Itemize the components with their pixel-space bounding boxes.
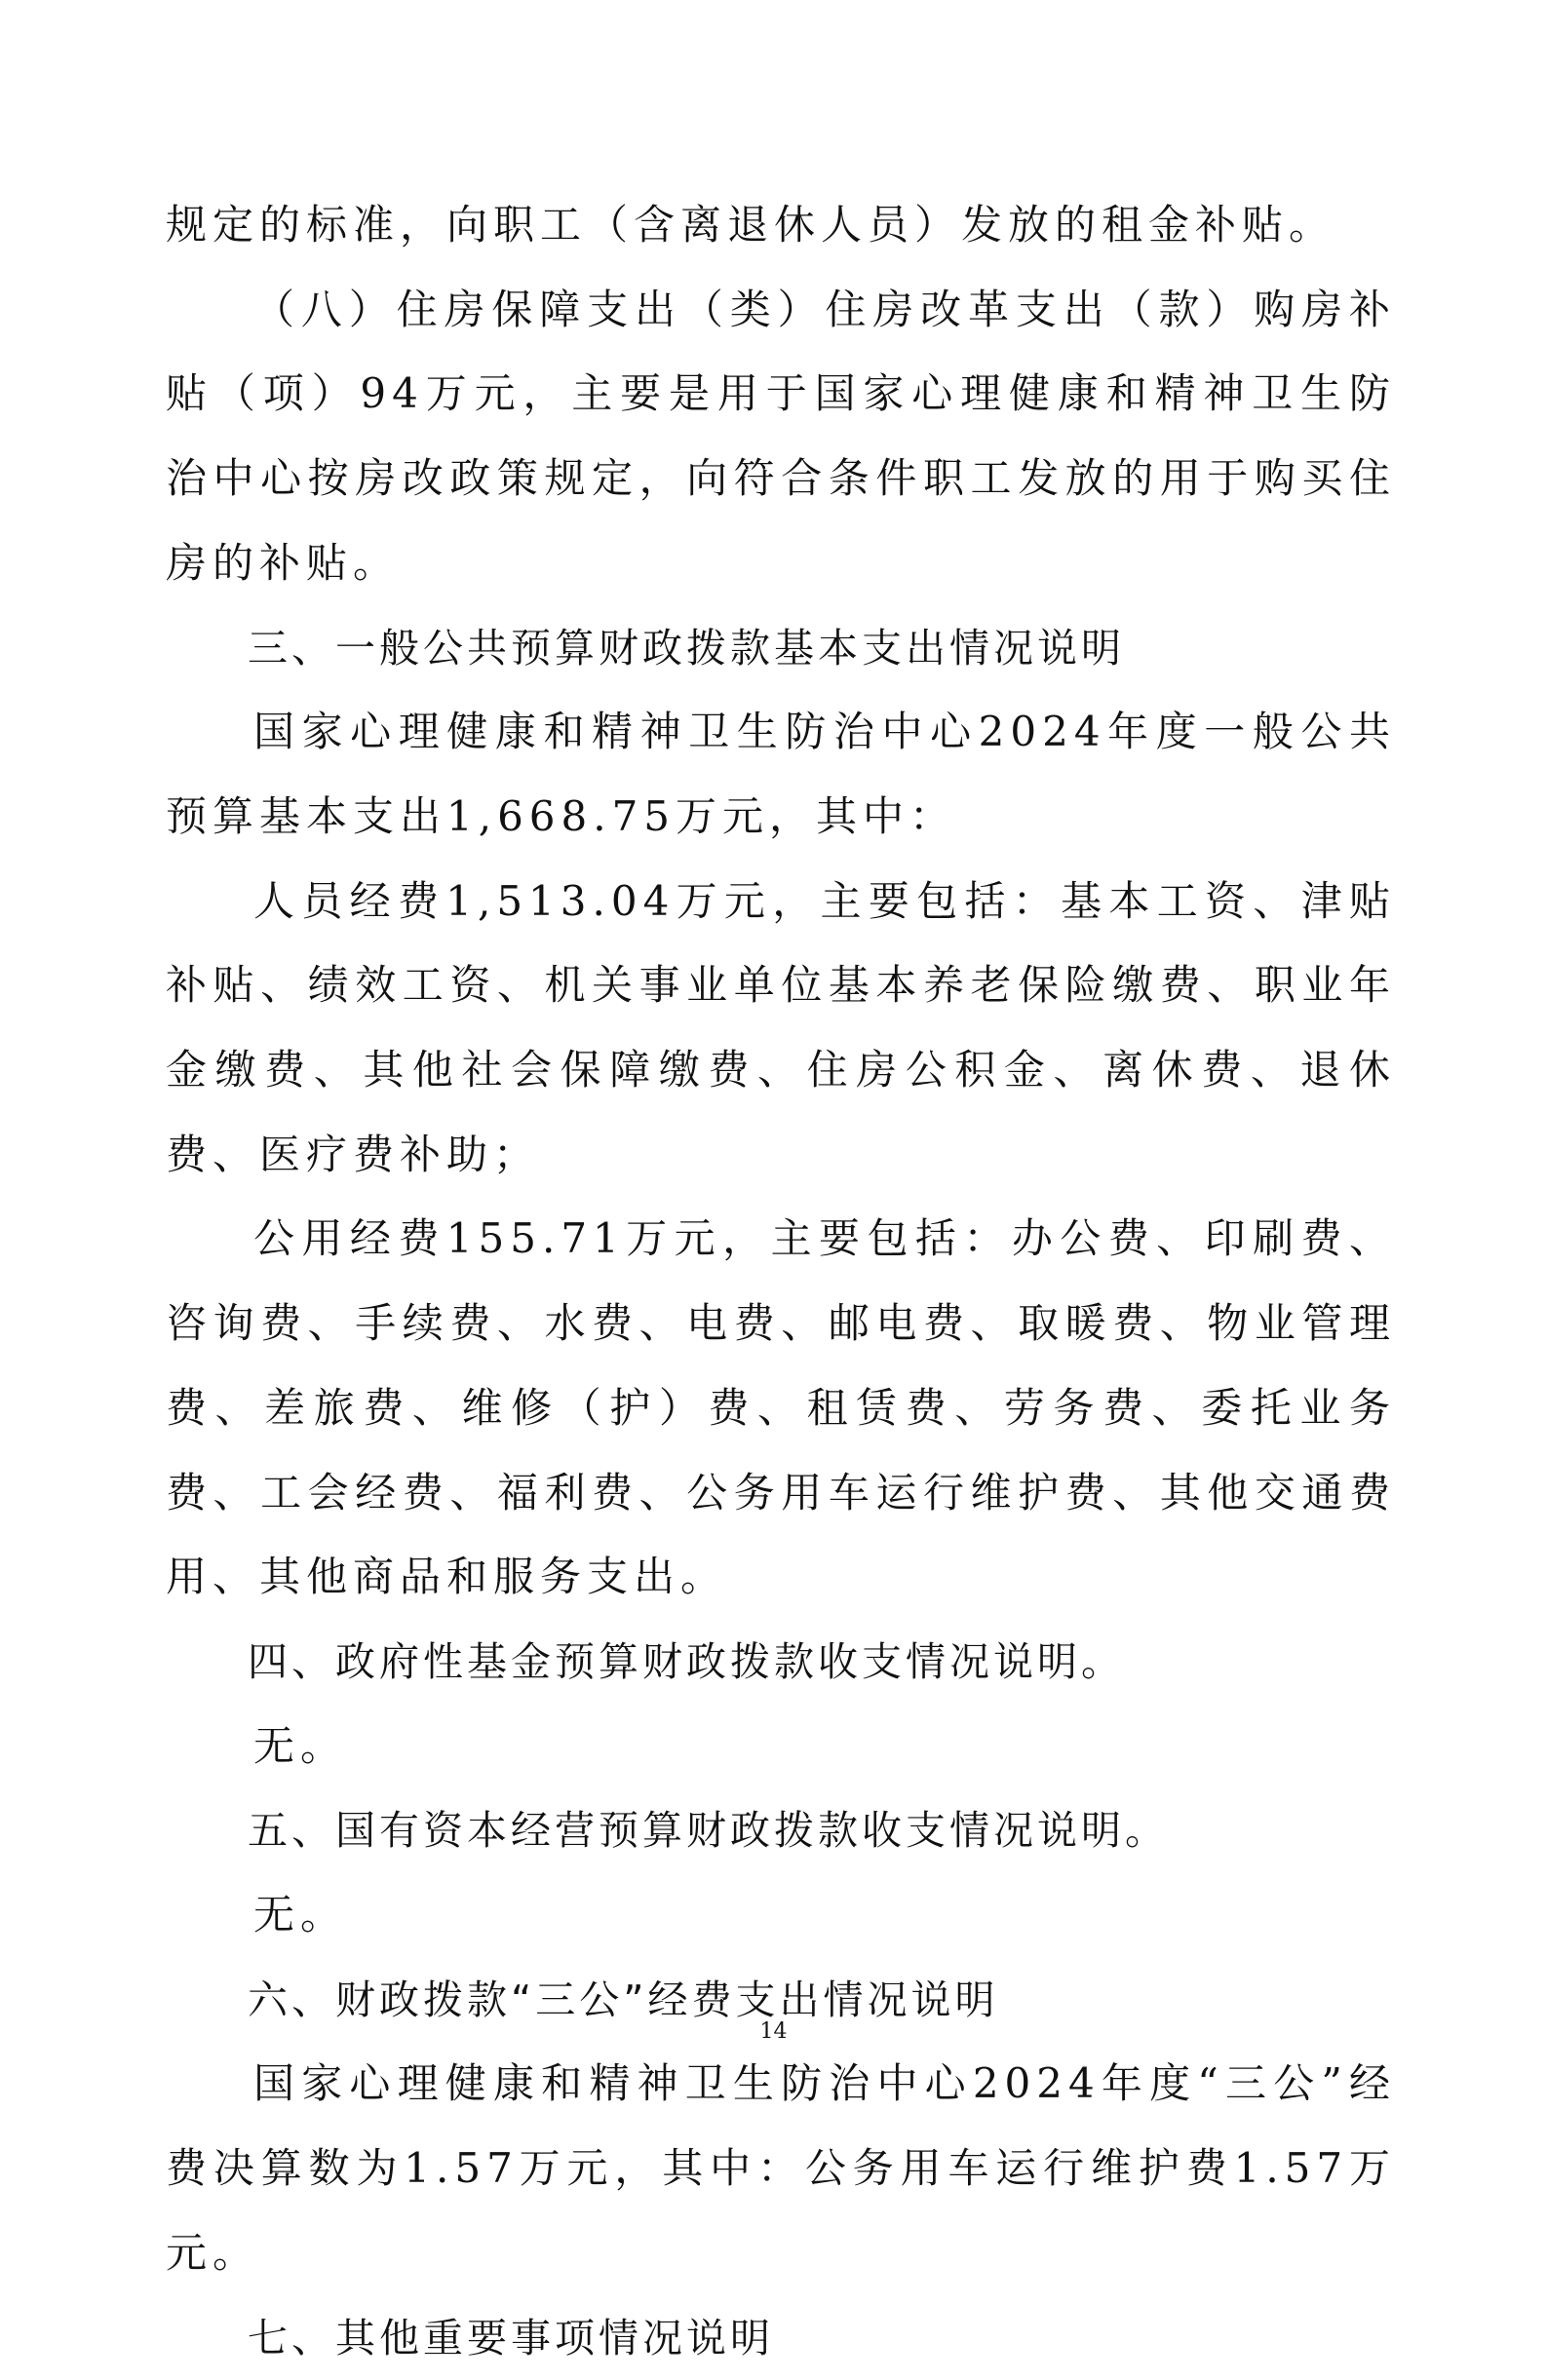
- paragraph-personnel-expenses: 人员经费1,513.04万元，主要包括：基本工资、津贴补贴、绩效工资、机关事业单位基本养老保险缴费、职业年金缴费、其他社会保障缴费、住房公积金、离休费、退休费、医疗费补助；: [166, 876, 1396, 1178]
- document-body: [166, 183, 1396, 2380]
- section-heading-other-matters: 七、其他重要事项情况说明: [248, 2314, 774, 2361]
- page-number: 14: [759, 2019, 788, 2044]
- paragraph-public-expenses: 公用经费155.71万元，主要包括：办公费、印刷费、咨询费、手续费、水费、电费、邮电费、取暖费、物业管理费、差旅费、维修（护）费、租赁费、劳务费、委托业务费、工会经费、福利费、公务用车运行维护费、其他交通费用、其他商品和服务支出。: [166, 1214, 1396, 1601]
- paragraph-housing-purchase-subsidy: （八）住房保障支出（类）住房改革支出（款）购房补贴（项）94万元，主要是用于国家心理健康和精神卫生防治中心按房改政策规定，向符合条件职工发放的用于购买住房的补贴。: [166, 285, 1396, 587]
- paragraph-government-fund-none: 无。: [253, 1721, 348, 1770]
- paragraph-state-capital-none: 无。: [253, 1891, 348, 1939]
- paragraph-three-public-expenses: 国家心理健康和精神卫生防治中心2024年度“三公”经费决算数为1.57万元，其中：公务用车运行维护费1.57万元。: [166, 2059, 1396, 2277]
- section-heading-government-fund: 四、政府性基金预算财政拨款收支情况说明。: [248, 1637, 1125, 1685]
- paragraph-rent-subsidy-end: 规定的标准，向职工（含离退休人员）发放的租金补贴。: [166, 201, 1336, 249]
- paragraph-basic-expenditure-total: 国家心理健康和精神卫生防治中心2024年度一般公共预算基本支出1,668.75万元，其中：: [166, 708, 1396, 840]
- section-heading-three-public-expenses: 六、财政拨款“三公”经费支出情况说明: [248, 1976, 999, 2023]
- section-heading-state-capital: 五、国有资本经营预算财政拨款收支情况说明。: [248, 1807, 1169, 1855]
- section-heading-basic-expenditure: 三、一般公共预算财政拨款基本支出情况说明: [248, 624, 1125, 672]
